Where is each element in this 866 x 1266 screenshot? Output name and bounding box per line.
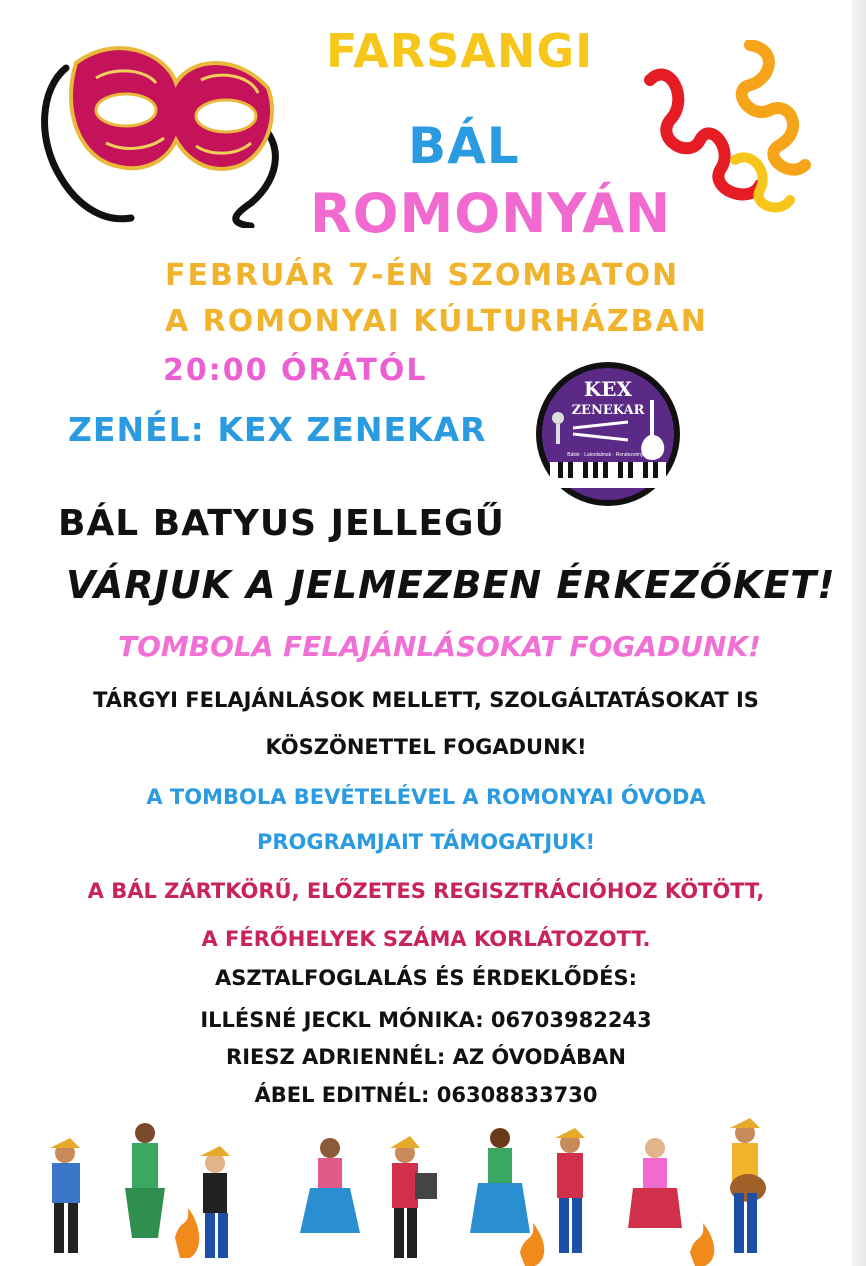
logo-name-top: KEX xyxy=(583,377,633,401)
support-line-2: PROGRAMJAIT TÁMOGATJUK! xyxy=(256,830,596,854)
title-line-2: BÁL xyxy=(408,117,520,175)
offer-line-1: TÁRGYI FELAJÁNLÁSOK MELLETT, SZOLGÁLTATÁSOKAT IS xyxy=(93,688,759,712)
dancer-figure xyxy=(628,1138,682,1228)
costume-text: VÁRJUK A JELMEZBEN ÉRKEZŐKET! xyxy=(66,563,836,607)
microphone-icon xyxy=(552,412,564,424)
carnival-mask-icon xyxy=(36,28,286,228)
contact-person-1: ILLÉSNÉ JECKL MÓNIKA: 06703982243 xyxy=(200,1008,652,1032)
event-time: 20:00 ÓRÁTÓL xyxy=(163,353,428,388)
logo-tagline: Bálok · Lakodalmak · Rendezvények xyxy=(567,452,649,458)
dancers-illustration xyxy=(30,1108,850,1266)
tombola-text: TOMBOLA FELAJÁNLÁSOKAT FOGADUNK! xyxy=(118,630,761,663)
dancer-figure xyxy=(300,1138,360,1233)
dancer-figure xyxy=(125,1123,165,1238)
dancer-figure xyxy=(470,1128,530,1233)
offer-line-2: KÖSZÖNETTEL FOGADUNK! xyxy=(265,735,587,759)
band-logo xyxy=(528,360,688,508)
support-line-1: A TOMBOLA BEVÉTELÉVEL A ROMONYAI ÓVODA xyxy=(146,785,706,809)
title-line-1: FARSANGI xyxy=(326,24,594,78)
event-date: FEBRUÁR 7-ÉN SZOMBATON xyxy=(165,258,680,293)
contact-person-2: RIESZ ADRIENNÉL: AZ ÓVODÁBAN xyxy=(226,1045,626,1069)
dancer-figure xyxy=(730,1118,766,1253)
logo-name-bottom: ZENEKAR xyxy=(571,403,645,418)
title-line-3: ROMONYÁN xyxy=(310,182,672,245)
dancer-figure xyxy=(390,1136,437,1258)
closed-line-2: A FÉRŐHELYEK SZÁMA KORLÁTOZOTT. xyxy=(201,927,651,951)
event-venue: A ROMONYAI KÚLTURHÁZBAN xyxy=(165,304,708,339)
dancer-figure xyxy=(555,1128,585,1253)
contact-person-3: ÁBEL EDITNÉL: 06308833730 xyxy=(254,1083,598,1107)
page-edge xyxy=(852,0,866,1266)
dancer-figure xyxy=(200,1146,230,1258)
batyus-text: BÁL BATYUS JELLEGŰ xyxy=(58,503,505,544)
event-music: ZENÉL: KEX ZENEKAR xyxy=(68,410,487,449)
contact-heading: ASZTALFOGLALÁS ÉS ÉRDEKLŐDÉS: xyxy=(215,966,637,990)
dancer-figure xyxy=(50,1138,80,1253)
closed-line-1: A BÁL ZÁRTKÖRŰ, ELŐZETES REGISZTRÁCIÓHOZ KÖTÖTT, xyxy=(87,879,765,903)
